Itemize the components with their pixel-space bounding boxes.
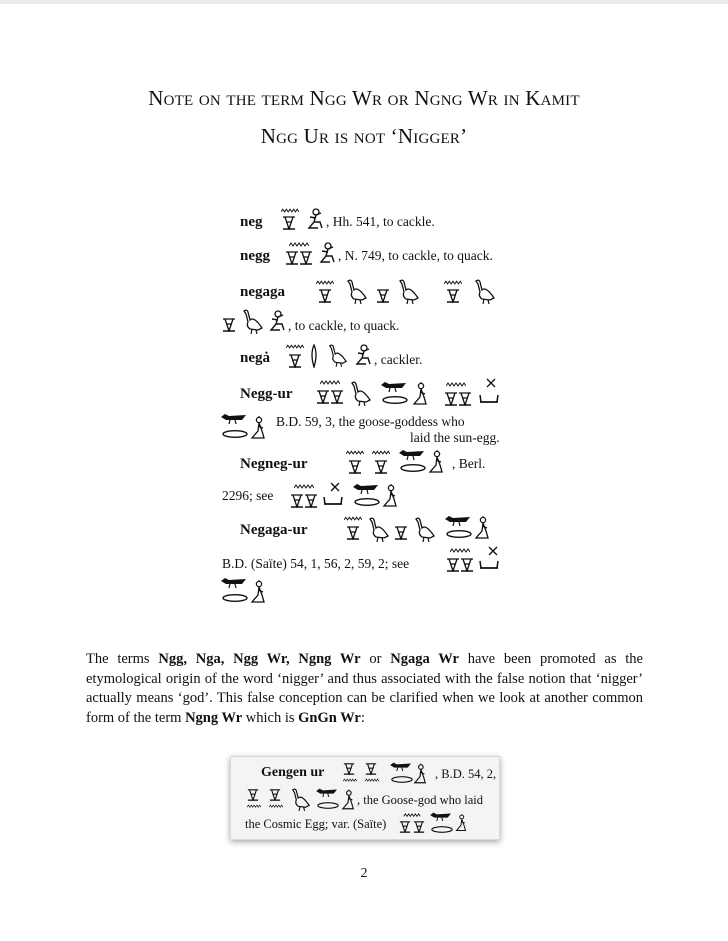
- def-negaga: , to cackle, to quack.: [288, 318, 400, 333]
- page-top-border: [0, 0, 728, 4]
- lemma-nega: negȧ: [240, 350, 270, 366]
- card-def-1: , B.D. 54, 2,: [435, 767, 497, 781]
- lemma-neg: neg: [240, 214, 263, 230]
- seated-goddess-icon: [220, 576, 272, 606]
- def-negg-ur-2: laid the sun-egg.: [410, 430, 500, 445]
- duck-egg-icon: [316, 376, 516, 410]
- lemma-negaga-ur: Negaga-ur: [240, 522, 308, 538]
- jar-stand-icon: [284, 242, 316, 266]
- page-subtitle: Ngg Ur is not ‘Nigger’: [260, 124, 468, 148]
- duck-egg-icon: [346, 446, 466, 478]
- seated-child-icon: [306, 208, 326, 232]
- lemma-negg-ur: Negg-ur: [240, 386, 293, 402]
- def-negneg-ur: , Berl.: [452, 456, 486, 471]
- reed-leaf-icon: [286, 342, 388, 370]
- lemma-negg: negg: [240, 248, 270, 264]
- basket-icon: [290, 480, 410, 512]
- page-number: 2: [360, 866, 368, 881]
- def-negaga-ur: B.D. (Saïte) 54, 1, 56, 2, 59, 2; see: [222, 556, 410, 571]
- card-lemma: Gengen ur: [261, 765, 325, 780]
- lemma-negneg-ur: Negneg-ur: [240, 456, 308, 472]
- goose-icon: [344, 512, 514, 546]
- seated-goddess-icon: [220, 412, 272, 442]
- jar-stand-icon: [280, 208, 300, 230]
- def-negg-ur-1: B.D. 59, 3, the goose-goddess who: [276, 414, 465, 429]
- goose-icon: [247, 787, 373, 815]
- goose-icon: [222, 308, 292, 336]
- page-title: Note on the term Ngg Wr or Ngng Wr in Kamit: [148, 86, 580, 110]
- card-def-3: the Cosmic Egg; var. (Saïte): [245, 817, 387, 831]
- card-def-2: , the Goose-god who laid: [357, 793, 484, 807]
- lemma-negaga: negaga: [240, 284, 285, 300]
- body-paragraph: The terms Ngg, Nga, Ngg Wr, Ngng Wr or Ngaga Wr have been promoted as the etymological origin of the word ‘nigger’ and thus associated with the false notion that ‘nigger’ actually means ‘god’. This false conception can be clarified when we look at another common form of the term Ngng Wr which is GnGn Wr:: [86, 651, 643, 726]
- gengen-ur-excerpt: [230, 756, 500, 840]
- def-negg: , N. 749, to cackle, to quack.: [338, 248, 493, 263]
- dictionary-excerpt: [218, 200, 518, 610]
- duck-egg-icon: [343, 761, 433, 789]
- def-neg: , Hh. 541, to cackle.: [326, 214, 435, 229]
- seated-goddess-icon: [399, 811, 479, 837]
- seated-child-icon: [318, 242, 338, 266]
- goose-icon: [316, 276, 516, 306]
- def-nega: , cackler.: [374, 352, 423, 367]
- basket-icon: [446, 544, 508, 576]
- def-negneg-ur-2: 2296; see: [222, 488, 274, 503]
